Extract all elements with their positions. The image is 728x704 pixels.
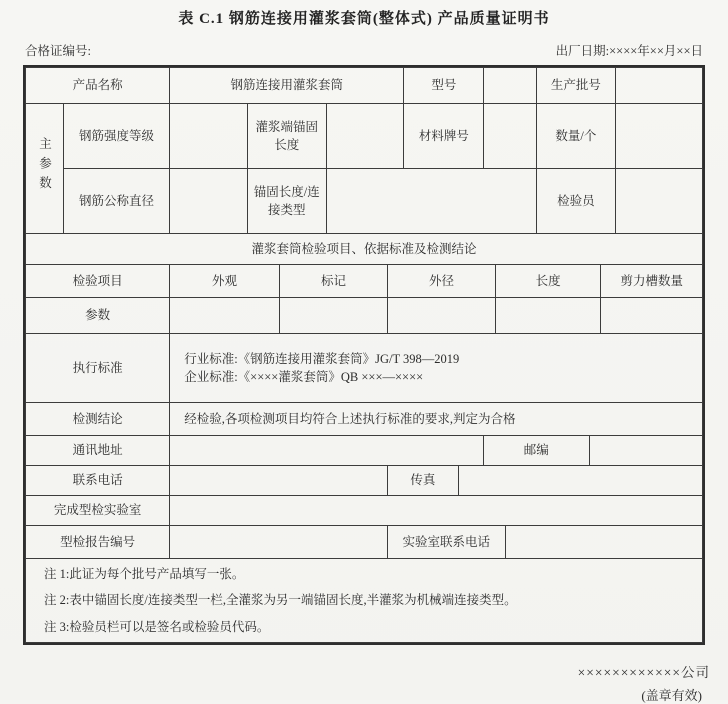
company-name: ××××××××××××公司 bbox=[577, 664, 710, 680]
industry-standard-line: 行业标准:《钢筋连接用灌浆套筒》JG/T 398—2019 bbox=[184, 351, 460, 366]
postcode-value-field[interactable] bbox=[589, 436, 702, 466]
phone-value-field[interactable] bbox=[170, 466, 387, 496]
note-3: 注 3:检验员栏可以是签名或检验员代码。 bbox=[44, 619, 270, 634]
col-outer-diameter: 外径 bbox=[388, 265, 496, 298]
col-shear-groove-count: 剪力槽数量 bbox=[601, 265, 703, 298]
inspection-section-title: 灌浆套筒检验项目、依据标准及检测结论 bbox=[26, 234, 703, 265]
lab-phone-value-field[interactable] bbox=[505, 526, 702, 559]
address-row-table bbox=[25, 435, 703, 466]
lab-value-field[interactable] bbox=[170, 496, 703, 526]
fax-value-field[interactable] bbox=[459, 466, 703, 496]
anchor-type-label: 锚固长度/连接类型 bbox=[248, 169, 327, 234]
model-value-field[interactable] bbox=[484, 68, 537, 104]
param-shear-groove-field[interactable] bbox=[601, 298, 703, 334]
grout-anchor-length-value-field[interactable] bbox=[326, 104, 404, 169]
report-row-table bbox=[25, 525, 703, 559]
product-row-table bbox=[25, 67, 703, 104]
rebar-diameter-label: 钢筋公称直径 bbox=[63, 169, 169, 234]
standards-label: 执行标准 bbox=[26, 334, 170, 403]
model-label: 型号 bbox=[404, 68, 484, 104]
quantity-label: 数量/个 bbox=[537, 104, 616, 169]
fax-label: 传真 bbox=[387, 466, 459, 496]
notes-table bbox=[25, 558, 703, 643]
conclusion-label: 检测结论 bbox=[26, 403, 170, 436]
param-row-label: 参数 bbox=[26, 298, 170, 334]
phone-row-table bbox=[25, 465, 703, 496]
col-marking: 标记 bbox=[279, 265, 387, 298]
enterprise-standard-line: 企业标准:《××××灌浆套筒》QB ×××—×××× bbox=[184, 370, 424, 384]
page-title: 表 C.1 钢筋连接用灌浆套筒(整体式) 产品质量证明书 bbox=[178, 11, 550, 27]
lab-phone-label: 实验室联系电话 bbox=[387, 526, 505, 559]
anchor-type-value-field[interactable] bbox=[326, 169, 537, 234]
inspector-label: 检验员 bbox=[537, 169, 616, 234]
inspection-section-header-table bbox=[25, 233, 703, 265]
main-params-table bbox=[25, 103, 703, 234]
lab-row-table bbox=[25, 495, 703, 526]
conclusion-text: 经检验,各项检测项目均符合上述执行标准的要求,判定为合格 bbox=[170, 403, 703, 436]
certificate-no-label: 合格证编号: bbox=[25, 44, 91, 58]
footer-signature bbox=[0, 661, 728, 704]
seal-validity-note: (盖章有效) bbox=[641, 687, 702, 703]
inspection-items-table bbox=[25, 264, 703, 334]
standards-table bbox=[25, 333, 703, 436]
batch-label: 生产批号 bbox=[537, 68, 616, 104]
main-params-group-label bbox=[26, 104, 64, 234]
notes-block bbox=[26, 559, 703, 643]
report-no-label: 型检报告编号 bbox=[26, 526, 170, 559]
col-length: 长度 bbox=[495, 265, 601, 298]
inspection-items-label: 检验项目 bbox=[26, 265, 170, 298]
material-grade-label: 材料牌号 bbox=[404, 104, 484, 169]
param-length-field[interactable] bbox=[495, 298, 601, 334]
rebar-strength-label: 钢筋强度等级 bbox=[63, 104, 169, 169]
param-appearance-field[interactable] bbox=[170, 298, 280, 334]
rebar-diameter-value-field[interactable] bbox=[170, 169, 248, 234]
material-grade-value-field[interactable] bbox=[484, 104, 537, 169]
product-name-label: 产品名称 bbox=[26, 68, 170, 104]
meta-row bbox=[25, 41, 703, 59]
certificate-table bbox=[23, 65, 705, 645]
batch-value-field[interactable] bbox=[615, 68, 702, 104]
note-1: 注 1:此证为每个批号产品填写一张。 bbox=[44, 567, 245, 581]
address-label: 通讯地址 bbox=[26, 436, 170, 466]
param-marking-field[interactable] bbox=[279, 298, 387, 334]
quantity-value-field[interactable] bbox=[615, 104, 702, 169]
phone-label: 联系电话 bbox=[26, 466, 170, 496]
address-value-field[interactable] bbox=[170, 436, 483, 466]
main-params-group-text: 主参数 bbox=[37, 136, 52, 196]
report-no-value-field[interactable] bbox=[170, 526, 387, 559]
lab-label: 完成型检实验室 bbox=[26, 496, 170, 526]
standards-text bbox=[170, 334, 703, 403]
grout-anchor-length-label: 灌浆端锚固长度 bbox=[248, 104, 327, 169]
postcode-label: 邮编 bbox=[483, 436, 589, 466]
col-appearance: 外观 bbox=[170, 265, 280, 298]
product-name-value: 钢筋连接用灌浆套筒 bbox=[170, 68, 404, 104]
note-2: 注 2:表中锚固长度/连接类型一栏,全灌浆为另一端锚固长度,半灌浆为机械端连接类型。 bbox=[44, 593, 517, 608]
param-outer-diameter-field[interactable] bbox=[388, 298, 496, 334]
factory-date-label: 出厂日期:××××年××月××日 bbox=[555, 44, 703, 58]
inspector-value-field[interactable] bbox=[615, 169, 702, 234]
rebar-strength-value-field[interactable] bbox=[170, 104, 248, 169]
